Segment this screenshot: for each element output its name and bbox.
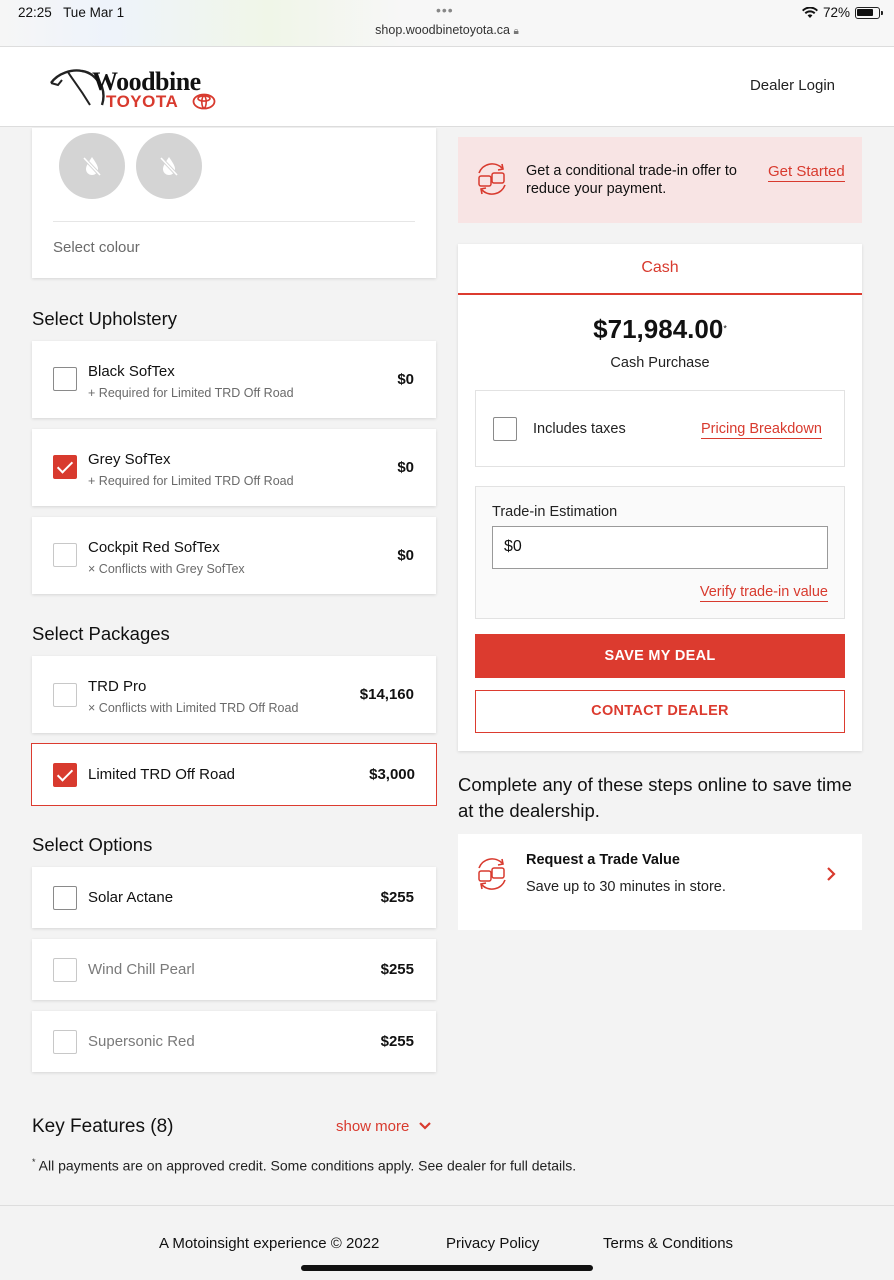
show-more-button[interactable] [336,1118,432,1135]
option-checkbox[interactable] [53,1030,77,1054]
save-my-deal-button[interactable]: SAVE MY DEAL [475,634,845,678]
close-icon: × [88,701,96,715]
options-title: Select Options [32,834,153,855]
option-name: Wind Chill Pearl [88,961,195,978]
trade-in-banner-text: Get a conditional trade-in offer to reduce your payment. [526,163,737,197]
chevron-down-icon [418,1121,432,1131]
colour-card [32,128,436,278]
contact-dealer-button[interactable]: CONTACT DEALER [475,690,845,733]
request-trade-value-card[interactable] [458,834,862,930]
logo-woodbine-text: Woodbine [92,67,201,96]
lock-icon: 🔒︎ [513,26,519,37]
pricing-breakdown-link[interactable]: Pricing Breakdown [701,421,822,437]
footer-brand: A Motoinsight experience © 2022 [159,1235,380,1252]
trade-in-value[interactable]: $0 [504,538,522,555]
option-checkbox[interactable] [53,958,77,982]
url-text[interactable]: shop.woodbinetoyota.ca [375,23,510,37]
includes-taxes-label: Includes taxes [533,421,626,437]
disclaimer [32,1157,576,1174]
option-name: Black SofTex [88,363,175,380]
trade-in-banner [458,137,862,223]
upholstery-option[interactable] [32,517,436,594]
url-bar[interactable] [0,23,894,37]
battery-percent: 72% [822,5,850,20]
steps-heading: Complete any of these steps online to save time at the dealership. [458,774,852,821]
tab-cash-label[interactable]: Cash [641,259,679,276]
package-option[interactable] [32,656,436,733]
get-started-link[interactable]: Get Started [768,163,845,180]
logo-toyota-text: TOYOTA [106,92,179,111]
date-text: Tue Mar 1 [63,5,125,20]
option-price: $255 [380,1033,414,1050]
status-bar [0,0,894,46]
option-price: $0 [397,371,414,388]
total-price: $71,984.00 [593,314,724,344]
unavailable-drop-icon [80,154,104,178]
terms-link[interactable]: Terms & Conditions [603,1235,734,1252]
option-note-text: Required for Limited TRD Off Road [98,386,294,400]
trade-in-cars-icon [474,161,510,197]
select-colour-label: Select colour [53,239,140,256]
home-indicator[interactable] [301,1265,593,1271]
option-price: $255 [380,961,414,978]
option-checkbox[interactable] [53,886,77,910]
option-price: $14,160 [359,686,414,703]
paint-option[interactable] [32,867,436,928]
key-features-title: Key Features (8) [32,1116,174,1137]
option-note [88,562,245,576]
trade-in-cars-icon [474,856,510,892]
colour-swatch[interactable] [59,133,125,199]
request-trade-subtitle: Save up to 30 minutes in store. [526,879,726,895]
close-icon: × [88,562,96,576]
wifi-icon [802,7,818,19]
show-more-label[interactable]: show more [336,1118,410,1135]
request-trade-title: Request a Trade Value [526,852,680,868]
privacy-policy-link[interactable]: Privacy Policy [446,1235,540,1252]
package-option-selected[interactable] [31,743,437,806]
trade-in-box [475,486,845,619]
woodbine-toyota-logo[interactable] [48,61,228,113]
option-note [88,386,294,400]
option-name: Limited TRD Off Road [88,766,236,783]
trade-in-input[interactable] [492,526,828,569]
more-dots-icon[interactable]: ••• [436,2,454,18]
option-price: $3,000 [369,766,415,783]
verify-trade-in-link[interactable]: Verify trade-in value [699,584,828,600]
price-label: Cash Purchase [610,355,710,371]
trade-in-label: Trade-in Estimation [492,504,618,520]
price-display [458,314,862,345]
unavailable-drop-icon [157,154,181,178]
plus-icon: + [88,386,96,400]
option-price: $255 [380,889,414,906]
colour-swatch[interactable] [136,133,202,199]
taxes-box [475,390,845,467]
option-note-text: Conflicts with Grey SofTex [98,562,245,576]
paint-option[interactable] [32,1011,436,1072]
package-checkbox[interactable] [53,683,77,707]
upholstery-option[interactable] [32,341,436,418]
status-right [802,5,880,20]
option-note-text: Required for Limited TRD Off Road [98,474,294,488]
paint-option[interactable] [32,939,436,1000]
disclaimer-text: All payments are on approved credit. Some conditions apply. See dealer for full details. [38,1157,577,1174]
battery-icon [855,7,880,19]
package-checkbox[interactable] [53,763,77,787]
tab-cash[interactable] [458,244,862,295]
toyota-emblem-icon [192,93,216,110]
option-price: $0 [397,547,414,564]
status-time [18,5,124,20]
includes-taxes-checkbox[interactable] [493,417,517,441]
option-price: $0 [397,459,414,476]
upholstery-checkbox[interactable] [53,367,77,391]
plus-icon: + [88,474,96,488]
chevron-right-icon [826,866,836,882]
option-name: Cockpit Red SofTex [88,539,220,556]
price-asterisk: * [723,323,727,334]
upholstery-checkbox[interactable] [53,455,77,479]
option-note-text: Conflicts with Limited TRD Off Road [98,701,299,715]
option-name: Grey SofTex [88,451,171,468]
packages-title: Select Packages [32,623,170,644]
time-text: 22:25 [18,5,52,20]
option-note [88,474,294,488]
site-header [0,46,894,127]
option-name: Solar Actane [88,889,174,906]
option-note [88,701,298,715]
option-name: TRD Pro [88,678,147,695]
divider [53,221,415,222]
disclaimer-mark: * [32,1157,36,1167]
dealer-login-link[interactable]: Dealer Login [749,77,835,94]
upholstery-option[interactable] [32,429,436,506]
upholstery-title: Select Upholstery [32,308,177,329]
option-name: Supersonic Red [88,1033,195,1050]
upholstery-checkbox[interactable] [53,543,77,567]
